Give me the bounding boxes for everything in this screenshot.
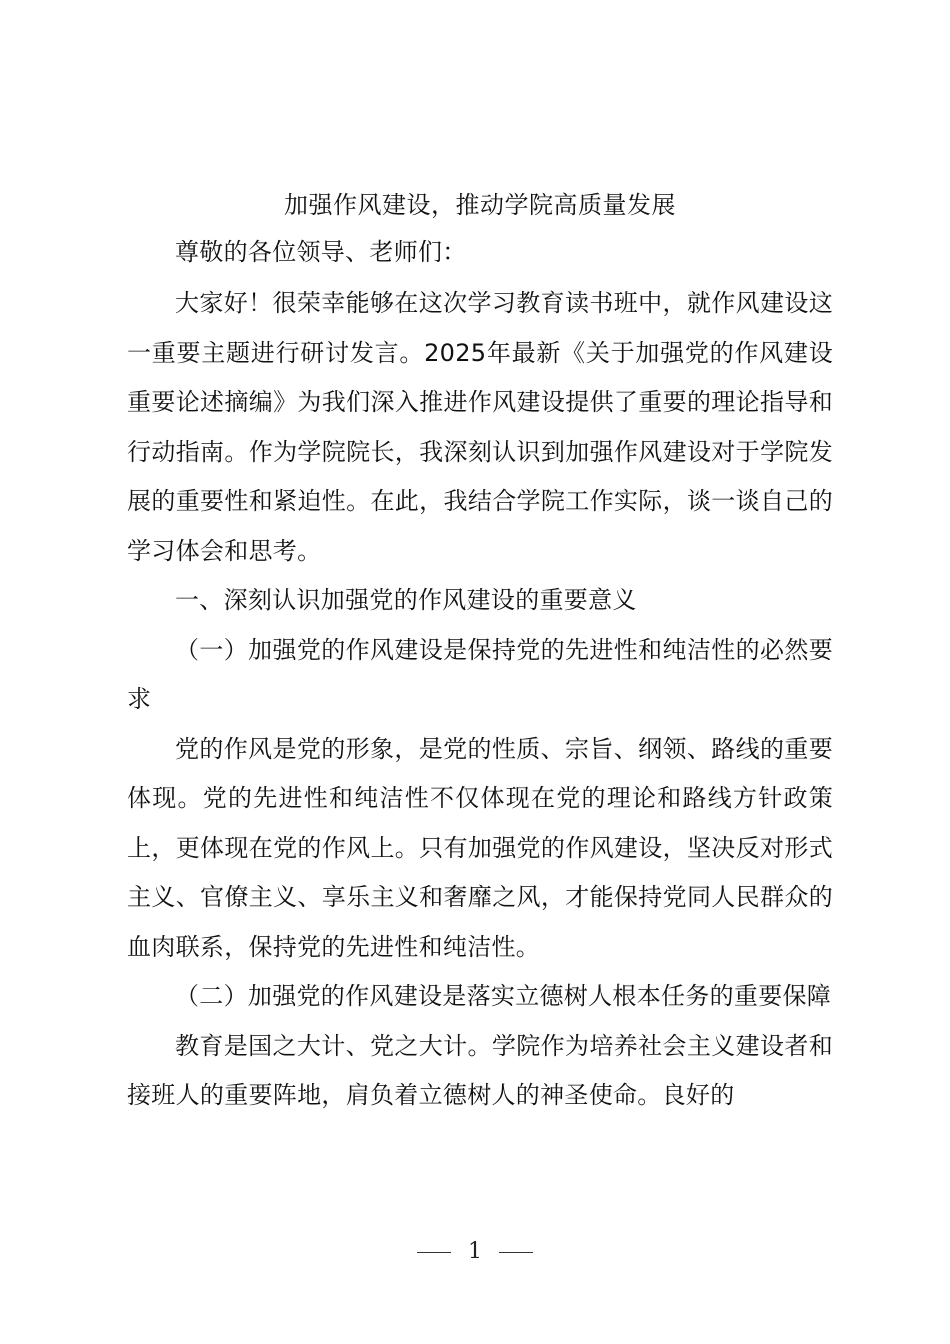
footer-dash-left [417,1252,451,1253]
salutation: 尊敬的各位领导、老师们： [175,238,467,266]
document-title: 加强作风建设，推动学院高质量发展 [284,191,676,219]
page-footer [0,1236,950,1268]
paragraph-body-2: 教育是国之大计、党之大计。学院作为培养社会主义建设者和接班人的重要阵地，肩负着立德树人的神圣使命。良好的 [127,1031,833,1109]
subsection-heading-2: （二）加强党的作风建设是落实立德树人根本任务的重要保障 [175,982,832,1010]
paragraph-body-1: 党的作风是党的形象，是党的性质、宗旨、纲领、路线的重要体现。党的先进性和纯洁性不仅体现在党的理论和路线方针政策上，更体现在党的作风上。只有加强党的作风建设，坚决反对形式主义、官僚主义、享乐主义和奢靡之风，才能保持党同人民群众的血肉联系，保持党的先进性和纯洁性。 [127,734,833,961]
section-heading-1: 一、深刻认识加强党的作风建设的重要意义 [175,586,637,614]
page-number: 1 [468,1239,482,1264]
footer-dash-right [499,1252,533,1253]
document-body [127,185,833,1121]
paragraph-intro: 大家好！很荣幸能够在这次学习教育读书班中，就作风建设这一重要主题进行研讨发言。2025年最新《关于加强党的作风建设重要论述摘编》为我们深入推进作风建设提供了重要的理论指导和行动指南。作为学院院长，我深刻认识到加强作风建设对于学院发展的重要性和紧迫性。在此，我结合学院工作实际，谈一谈自己的学习体会和思考。 [127,289,833,565]
subsection-heading-1: （一）加强党的作风建设是保持党的先进性和纯洁性的必然要求 [127,635,833,713]
